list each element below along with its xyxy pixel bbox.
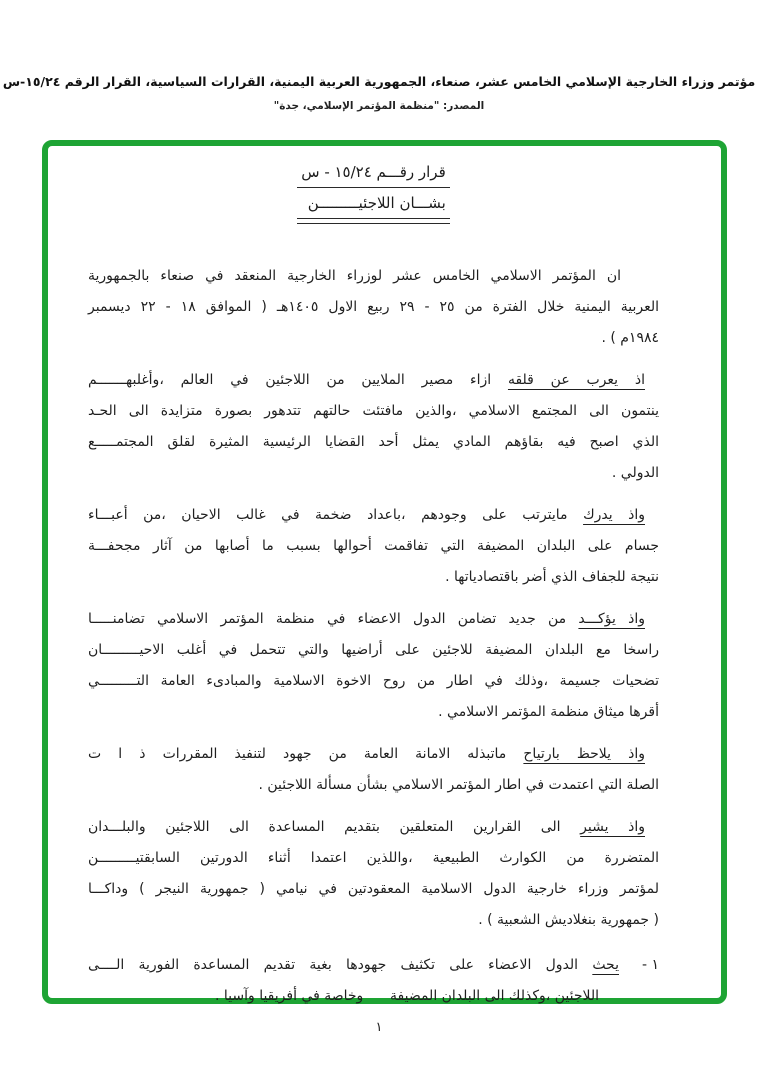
text-line: ان المؤتمر الاسلامي الخامس عشر لوزراء الخارجية المنعقد في صنعاء بالجمهورية (88, 268, 621, 284)
item-number: ١ - (641, 957, 659, 973)
underlined-lead-phrase: واذ يؤكـــد (578, 611, 645, 627)
text-line: الذي اصبح فيه بقاؤهم المادي يمثل أحد القضايا الرئيسية المثيرة لقلق المجتمـــــع (88, 434, 659, 450)
paragraph (88, 365, 659, 489)
text-line: ١٩٨٤م ) . (601, 330, 659, 346)
text-line: راسخا مع البلدان المضيفة للاجئين على أراضيها والتي تتحمل في أغلب الاحيـــــــــان (88, 642, 659, 658)
text-line: واذ يشير الى القرارين المتعلقين بتقديم المساعدة الى اللاجئين والبلـــدان (88, 819, 645, 835)
text-line: واذ يؤكـــد من جديد تضامن الدول الاعضاء في منظمة المؤتمر الاسلامي تضامنـــــا (88, 611, 645, 627)
text-line: العربية اليمنية خلال الفترة من ٢٥ - ٢٩ ربيع الاول ١٤٠٥هـ ( الموافق ١٨ - ٢٢ ديسمبر (88, 299, 659, 315)
underlined-lead-phrase: واذ يدرك (583, 507, 645, 523)
text-line: الصلة التي اعتمدت في اطار المؤتمر الاسلامي بشأن مسألة اللاجئين . (258, 777, 659, 793)
numbered-item-1 (88, 950, 659, 1012)
paragraphs (88, 261, 659, 936)
document-body (48, 146, 721, 1004)
paragraph (88, 604, 659, 728)
text-line: نتيجة للجفاف الذي أضر باقتصادياتها . (445, 569, 659, 585)
text-line: اللاجئين ،وكذلك الى البلدان المضيفة وخاصة في أفريقيا وآسيا . (214, 988, 599, 1004)
text-line: واذ يدرك مايترتب على وجودهم ،باعداد ضخمة في غالب الاحيان ،من أعبـــاء (88, 507, 645, 523)
underlined-lead-phrase: يحث (592, 957, 619, 973)
resolution-title (297, 160, 450, 219)
text-line: تضحيات جسيمة ،وذلك في اطار من روح الاخوة الاسلامية والمبادىء العامة التـــــــــي (88, 673, 659, 689)
resolution-number-line: قرار رقـــم ١٥/٢٤ - س (297, 160, 450, 188)
item-text (88, 950, 623, 1012)
text-line: ينتمون الى المجتمع الاسلامي ،والذين مافتئت حالتهم تتدهور بصورة متزايدة الى الحـد (88, 403, 659, 419)
underlined-lead-phrase: اذ يعرب عن قلقه (507, 372, 645, 388)
page-number: ١ (375, 1020, 383, 1035)
resolution-subject-line: بشـــان اللاجئيـــــــــن (297, 191, 450, 219)
text-line: المتضررة من الكوارث الطبيعية ،واللذين اعتمدا أثناء الدورتين السابقتيـــــــــن (88, 850, 659, 866)
text-line: ( جمهورية بنغلاديش الشعبية ) . (478, 912, 659, 928)
document-header-line: مؤتمر وزراء الخارجية الإسلامي الخامس عشر، صنعاء، الجمهورية العربية اليمنية، القرارات السياسية، القرار الرقم ١٥/٢٤-س (2, 74, 756, 89)
text-line: واذ يلاحظ بارتياح ماتبذله الامانة العامة من جهود لتنفيذ المقررات ذ ا ت (88, 746, 645, 762)
green-highlight-frame (42, 140, 727, 1004)
document-source-line: المصدر: "منظمة المؤتمر الإسلامي، جدة" (273, 100, 485, 112)
paragraph (88, 812, 659, 936)
text-line: يحث الدول الاعضاء على تكثيف جهودها بغية تقديم المساعدة الفورية الــــى (88, 957, 619, 973)
text-line: أقرها ميثاق منظمة المؤتمر الاسلامي . (438, 704, 659, 720)
text-line: اذ يعرب عن قلقه ازاء مصير الملايين من اللاجئين في العالم ،وأغلبهـــــــم (88, 372, 645, 388)
text-line: لمؤتمر وزراء خارجية الدول الاسلامية المعقودتين في نيامي ( جمهورية النيجر ) وداكـــا (88, 881, 659, 897)
paragraph (88, 261, 659, 354)
paragraph (88, 739, 659, 801)
text-line: جسام على البلدان المضيفة التي تفاقمت أحوالها بسبب ما أصابها من آثار مجحفـــة (88, 538, 659, 554)
underlined-lead-phrase: واذ يشير (580, 819, 645, 835)
underlined-lead-phrase: واذ يلاحظ بارتياح (523, 746, 645, 762)
paragraph (88, 500, 659, 593)
text-line: الدولي . (611, 465, 659, 481)
